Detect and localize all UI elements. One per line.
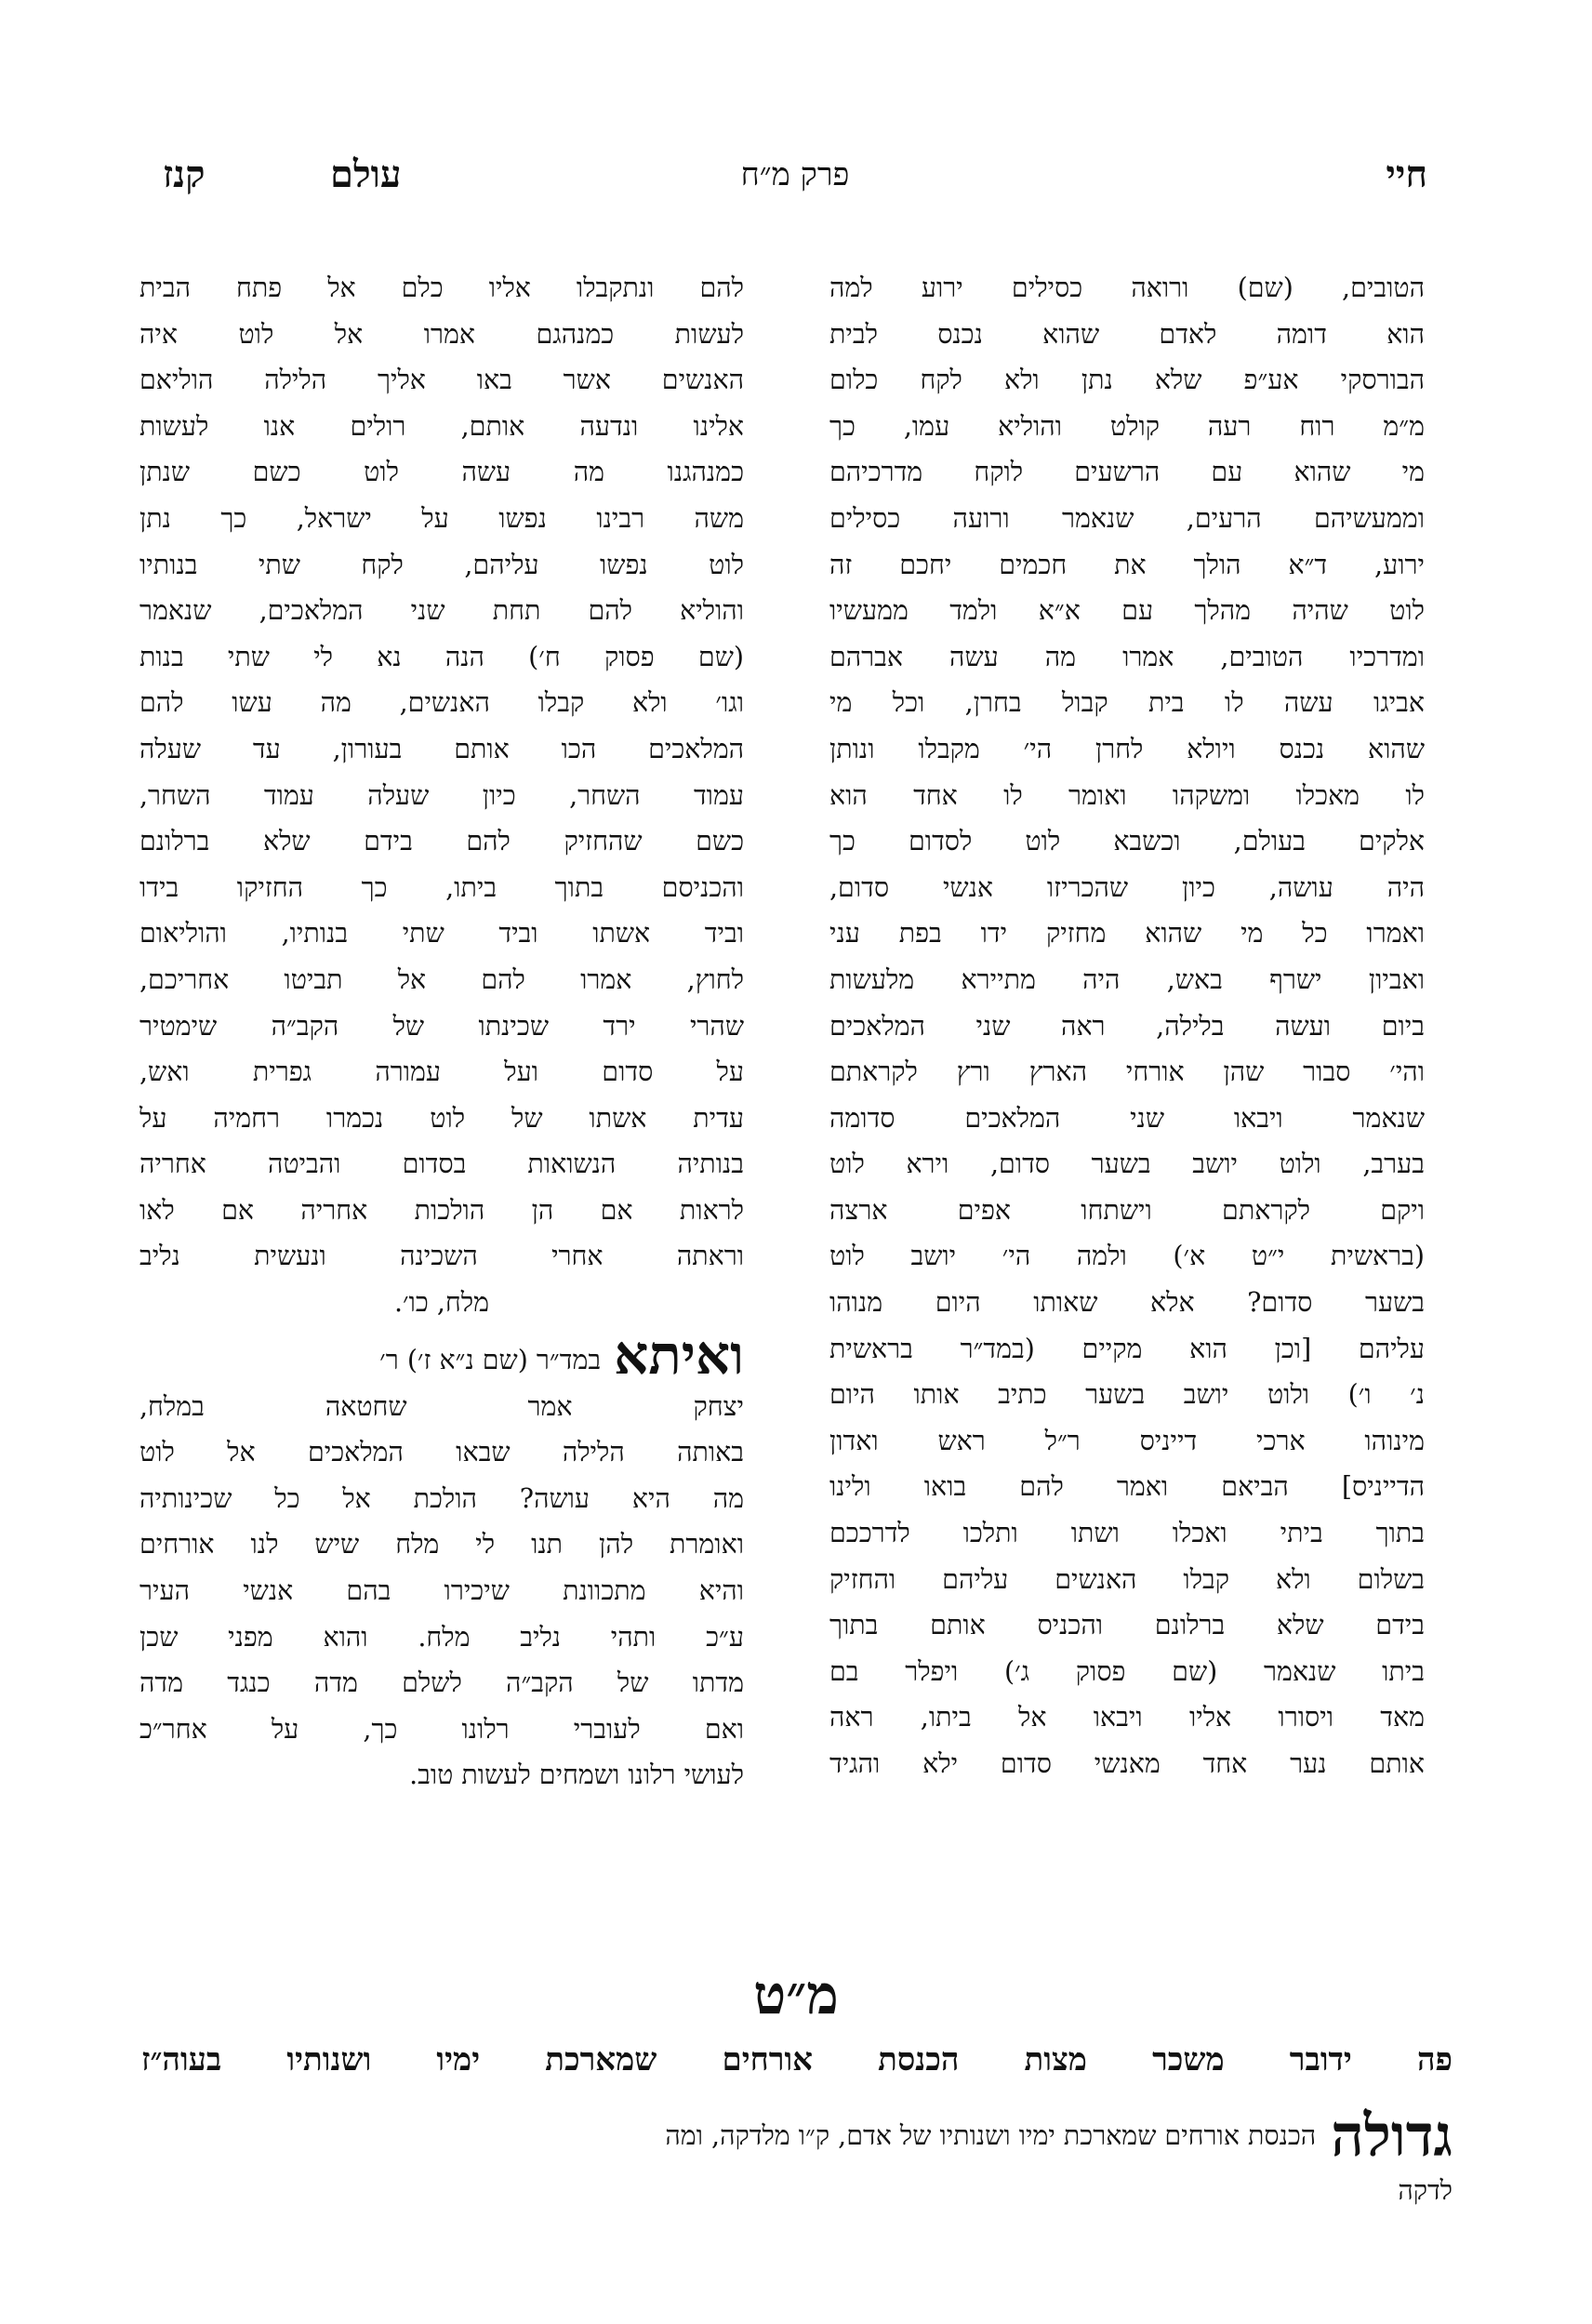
- text-line: בידם שלא ברלונם והכניס אותם בתוך: [829, 1610, 1425, 1641]
- section-body-first-line: [141, 2104, 1453, 2169]
- text-line: ע״כ ותהי נליב מלח. והוא מפני שכן: [139, 1621, 744, 1653]
- text-line: שהוא נכנס ויולא לחרן הי׳ מקבלו ונותן: [829, 733, 1425, 764]
- opening-word: ואיתא: [614, 1325, 744, 1384]
- section-opening-word: גדולה: [1331, 2102, 1453, 2170]
- text-line: האנשים אשר באו אליך הלילה הוליאם: [139, 365, 744, 396]
- text-line: ירוע, ד״א הולך את חכמים יחכם זה: [829, 549, 1425, 580]
- text-line: שנאמר ויבאו שני המלאכים סדומה: [829, 1102, 1425, 1134]
- text-line: מי שהוא עם הרשעים לוקח מדרכיהם: [829, 457, 1425, 488]
- running-header: [163, 147, 1427, 212]
- text-line: מה היא עושה? הולכת אל כל שכינותיה: [139, 1482, 744, 1514]
- text-line: הוא דומה לאדם שהוא נכנס לבית: [829, 318, 1425, 350]
- section-body: [141, 2104, 1453, 2213]
- text-line: כשם שהחזיק להם בידם שלא ברלונם: [139, 826, 744, 857]
- text-line: וביד אשתו וביד שתי בנותיו, והוליאום: [139, 918, 744, 950]
- header-book-word-right: חיי: [1386, 153, 1427, 196]
- text-line: לוט שהיה מהלך עם א״א ולמד ממעשיו: [829, 595, 1425, 627]
- text-line: בשער סדום? אלא שאותו היום מנוהו: [829, 1287, 1425, 1319]
- text-line: נ׳ ו׳) ולוט יושב בשער כתיב אותו היום: [829, 1379, 1425, 1411]
- header-book-word-left: עולם: [330, 153, 402, 196]
- text-line: לו מאכלו ומשקהו ואומר לו אחד הוא: [829, 779, 1425, 811]
- text-line: לוט נפשו עליהם, לקח שתי בנותיו: [139, 549, 744, 580]
- text-line: באותה הלילה שבאו המלאכים אל לוט: [139, 1437, 744, 1468]
- text-line: וראתה אחרי השכינה ונעשית נליב: [139, 1241, 744, 1272]
- text-line: המלאכים הכו אותם בעורון, עד שעלה: [139, 733, 744, 764]
- text-line: עליהם [וכן הוא מקיים (במד״ר בראשית: [829, 1333, 1425, 1364]
- header-page-number: קנז: [163, 153, 206, 196]
- text-line: ומדרכיו הטובים, אמרו מה עשה אברהם: [829, 641, 1425, 672]
- text-line: הבורסקי אע״פ שלא נתן ולא לקח כלום: [829, 365, 1425, 396]
- text-line: היה עושה, כיון שהכריזו אנשי סדום,: [829, 871, 1425, 903]
- text-line: לראות אם הן הולכות אחריה אם לאו: [139, 1194, 744, 1226]
- text-line: והוליא להם תחת שני המלאכים, שנאמר: [139, 595, 744, 627]
- text-line: שהרי ירד שכינתו של הקב״ה שימטיר: [139, 1010, 744, 1042]
- text-line: הטובים, (שם) ורואה כסילים ירוע למה: [829, 272, 1425, 303]
- section-number: מ״ט: [753, 1963, 839, 2026]
- text-line: ואביון ישרף באש, היה מתיירא מלעשות: [829, 963, 1425, 995]
- text-line: ויקם לקראתם וישתחו אפים ארצה: [829, 1194, 1425, 1226]
- text-line: בנותיה הנשואות בסדום והביטה אחריה: [139, 1149, 744, 1180]
- text-line: משה רבינו נפשו על ישראל, כך נתן: [139, 502, 744, 534]
- text-line: מאד ויסורו אליו ויבאו אל ביתו, ראה: [829, 1702, 1425, 1733]
- text-line: אלינו ונדעה אותם, רולים אנו לעשות: [139, 410, 744, 442]
- section-body-second-line: לדקה: [1398, 2175, 1453, 2206]
- text-line: ביתו שנאמר (שם פסוק ג׳) ויפלר בם: [829, 1655, 1425, 1687]
- text-line: להם ונתקבלו אליו כלם אל פתח הבית: [139, 272, 744, 303]
- text-line: אותם נער אחד מאנשי סדום ילא והגיד: [829, 1748, 1425, 1779]
- text-line: לעושי רלונו ושמחים לעשות טוב.: [409, 1760, 744, 1791]
- section-heading: פה ידובר משכר מצות הכנסת אורחים שמארכת ימיו ושנותיו בעוה״ז: [141, 2041, 1453, 2078]
- text-line: (שם פסוק ח׳) הנה נא לי שתי בנות: [139, 641, 744, 672]
- text-line: ואומרת להן תנו לי מלח שיש לנו אורחים: [139, 1529, 744, 1560]
- text-line: בשלום ולא קבלו האנשים עליהם והחזיק: [829, 1563, 1425, 1595]
- text-line: הדייניס] הביאם ואמר להם בואו ולינו: [829, 1471, 1425, 1503]
- text-line: ביום ועשה בלילה, ראה שני המלאכים: [829, 1010, 1425, 1042]
- text-line: מלח, כו׳.: [393, 1287, 490, 1319]
- text-line: מ״מ רוח רעה קולט והוליא עמו, כך: [829, 410, 1425, 442]
- text-line: ואמרו כל מי שהוא מחזיק ידו בפת עני: [829, 918, 1425, 950]
- text-line: בתוך ביתי ואכלו ושתו ותלכו לדרככם: [829, 1518, 1425, 1549]
- text-line: וגו׳ ולא קבלו האנשים, מה עשו להם: [139, 687, 744, 719]
- text-line: לחוץ, אמרו להם אל תביטו אחריכם,: [139, 963, 744, 995]
- text-line: אלקים בעולם, וכשבא לוט לסדום כך: [829, 826, 1425, 857]
- right-text-column: [829, 265, 1425, 1930]
- text-line: מינוהו ארכי דייניס ר״ל ראש ואדון: [829, 1425, 1425, 1456]
- text-line: והיא מתכוונת שיכירו בהם אנשי העיר: [139, 1575, 744, 1607]
- left-column-lines-after-opening: [139, 1384, 744, 1799]
- text-line: (בראשית י״ט א׳) ולמה הי׳ יושב לוט: [829, 1241, 1425, 1272]
- text-line: והי׳ סבור שהן אורחי הארץ ורץ לקראתם: [829, 1056, 1425, 1088]
- text-line: והכניסם בתוך ביתו, כך החזיקו בידו: [139, 871, 744, 903]
- header-chapter: פרק מ״ח: [740, 156, 850, 193]
- text-line: בערב, ולוט יושב בשער סדום, וירא לוט: [829, 1149, 1425, 1180]
- text-line: עמוד השחר, כיון שעלה עמוד השחר,: [139, 779, 744, 811]
- section-opening-rest: הכנסת אורחים שמארכת ימיו ושנותיו של אדם, ק״ו מלדקה, ומה: [665, 2120, 1317, 2151]
- text-line: אביגו עשה לו בית קבול בחרן, וכל מי: [829, 687, 1425, 719]
- text-line: עדית אשתו של לוט נכמרו רחמיה על: [139, 1102, 744, 1134]
- text-line: לעשות כמנהגם אמרו אל לוט איה: [139, 318, 744, 350]
- text-line: כמנהגנו מה עשה לוט כשם שנתן: [139, 457, 744, 488]
- left-text-column: [139, 265, 744, 1930]
- left-column-opening: [139, 1326, 744, 1384]
- text-line: מדתו של הקב״ה לשלם מדה כנגד מדה: [139, 1667, 744, 1699]
- text-line: על סדום ועל עמורה גפרית ואש,: [139, 1056, 744, 1088]
- text-line: ואם לעוברי רלונו כך, על אחר״כ: [139, 1713, 744, 1745]
- text-line: יצחק אמר שחטאה במלח,: [139, 1390, 744, 1422]
- left-column-lines-before-opening: [139, 265, 744, 1326]
- text-line: וממעשיהם הרעים, שנאמר ורועה כסילים: [829, 502, 1425, 534]
- opening-rest: במד״ר (שם נ״א ז׳) ר׳: [379, 1345, 602, 1376]
